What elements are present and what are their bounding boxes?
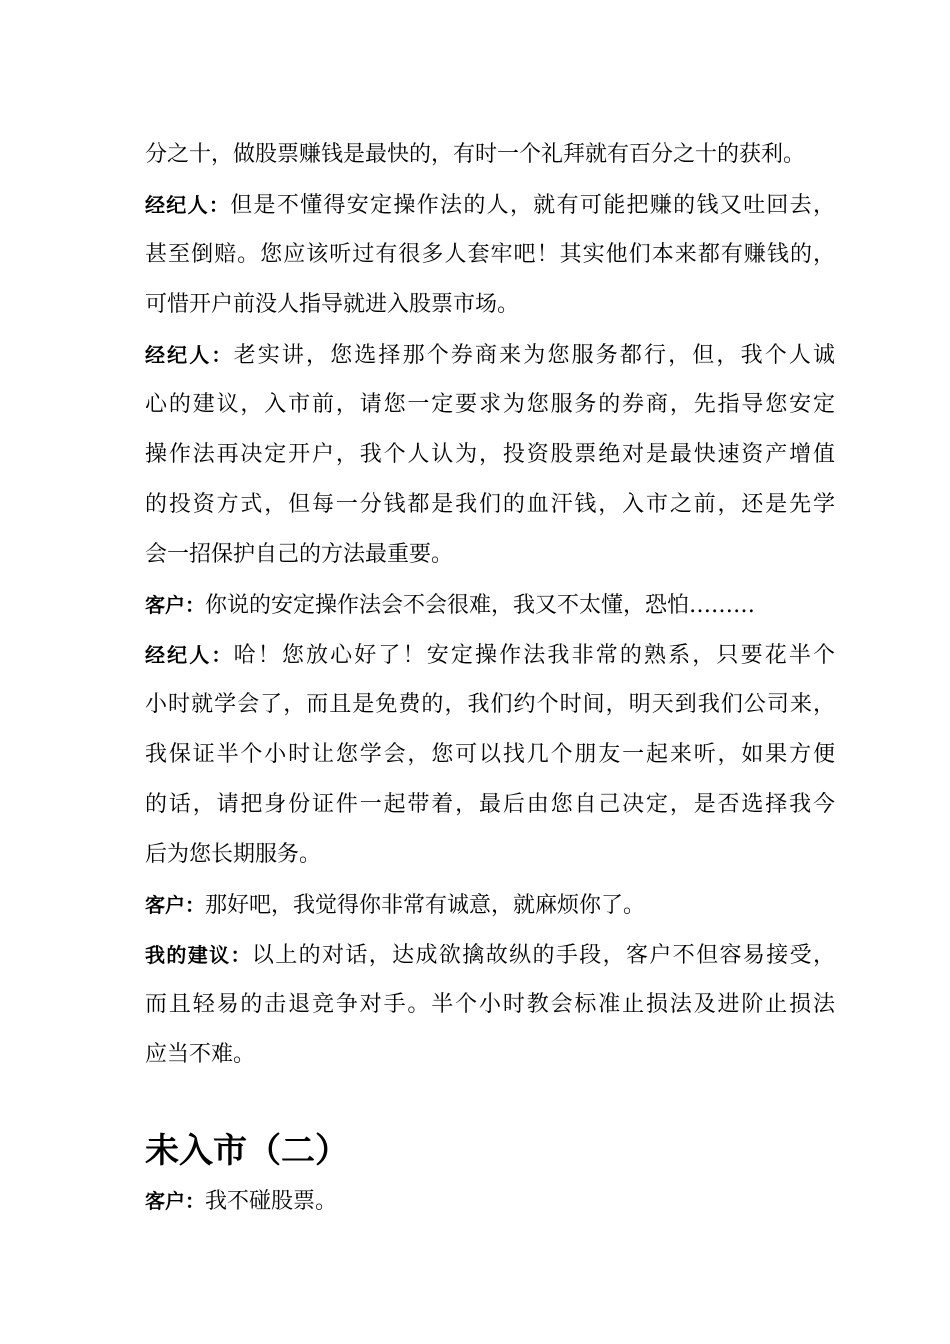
paragraph-text: 以上的对话，达成欲擒故纵的手段，客户不但容易接受， xyxy=(251,943,835,968)
paragraph-line xyxy=(145,1030,835,1080)
paragraph-text: 的投资方式，但每一分钱都是我们的血汗钱，入市之前，还是先学 xyxy=(145,492,835,517)
paragraph-line xyxy=(145,380,835,430)
speaker-label: 客户： xyxy=(145,893,205,917)
paragraph-line xyxy=(145,530,835,580)
paragraph-text: 后为您长期服务。 xyxy=(145,842,322,867)
document-page xyxy=(145,130,835,1226)
paragraph-text: 而且轻易的击退竞争对手。半个小时教会标准止损法及进阶止损法 xyxy=(145,992,835,1017)
paragraph-line xyxy=(145,980,835,1030)
paragraph-text: 心的建议，入市前，请您一定要求为您服务的券商，先指导您安定 xyxy=(145,392,835,417)
speaker-label: 经纪人： xyxy=(145,643,234,667)
paragraph-line xyxy=(145,830,835,880)
paragraph-line xyxy=(145,780,835,830)
paragraph-text: 会一招保护自己的方法最重要。 xyxy=(145,542,454,567)
paragraph-text: 甚至倒赔。您应该听过有很多人套牢吧！其实他们本来都有赚钱的， xyxy=(145,242,835,267)
paragraph-line xyxy=(145,430,835,480)
speaker-label: 客户： xyxy=(145,1189,205,1213)
paragraph-line xyxy=(145,680,835,730)
paragraph-line xyxy=(145,130,835,180)
paragraph-line xyxy=(145,1176,835,1226)
paragraph-line xyxy=(145,730,835,780)
paragraph-line xyxy=(145,230,835,280)
paragraph-line xyxy=(145,930,835,980)
paragraph-text: 可惜开户前没人指导就进入股票市场。 xyxy=(145,292,520,317)
paragraph-line xyxy=(145,580,835,630)
paragraph-text: 但是不懂得安定操作法的人，就有可能把赚的钱又吐回去， xyxy=(230,193,835,218)
paragraph-text: 小时就学会了，而且是免费的，我们约个时间，明天到我们公司来， xyxy=(145,692,835,717)
paragraph-text: 分之十，做股票赚钱是最快的，有时一个礼拜就有百分之十的获利。 xyxy=(145,142,806,167)
paragraph-line xyxy=(145,280,835,330)
paragraph-line xyxy=(145,880,835,930)
speaker-label: 经纪人： xyxy=(145,193,231,217)
speaker-label: 客户： xyxy=(145,593,205,617)
paragraph-line xyxy=(145,180,835,230)
paragraph-text: 我不碰股票。 xyxy=(205,1189,338,1214)
section-heading: 未入市（二） xyxy=(145,1131,349,1171)
speaker-label: 我的建议： xyxy=(145,943,252,967)
paragraph-text: 的话，请把身份证件一起带着，最后由您自己决定，是否选择我今 xyxy=(145,792,835,817)
paragraph-text: 老实讲，您选择那个券商来为您服务都行，但，我个人诚 xyxy=(233,343,835,368)
paragraph-text: 应当不难。 xyxy=(145,1042,256,1067)
paragraph-text: 那好吧，我觉得你非常有诚意，就麻烦你了。 xyxy=(205,893,646,918)
paragraph-text: 操作法再决定开户，我个人认为，投资股票绝对是最快速资产增值 xyxy=(145,442,835,467)
paragraph-line xyxy=(145,630,835,680)
paragraph-text: 我保证半个小时让您学会，您可以找几个朋友一起来听，如果方便 xyxy=(145,742,835,767)
paragraph-text: 哈！您放心好了！安定操作法我非常的熟系，只要花半个 xyxy=(233,643,835,668)
speaker-label: 经纪人： xyxy=(145,343,234,367)
paragraph-line xyxy=(145,330,835,380)
paragraph-text: 你说的安定操作法会不会很难，我又不太懂，恐怕……… xyxy=(205,593,756,618)
paragraph-line xyxy=(145,480,835,530)
